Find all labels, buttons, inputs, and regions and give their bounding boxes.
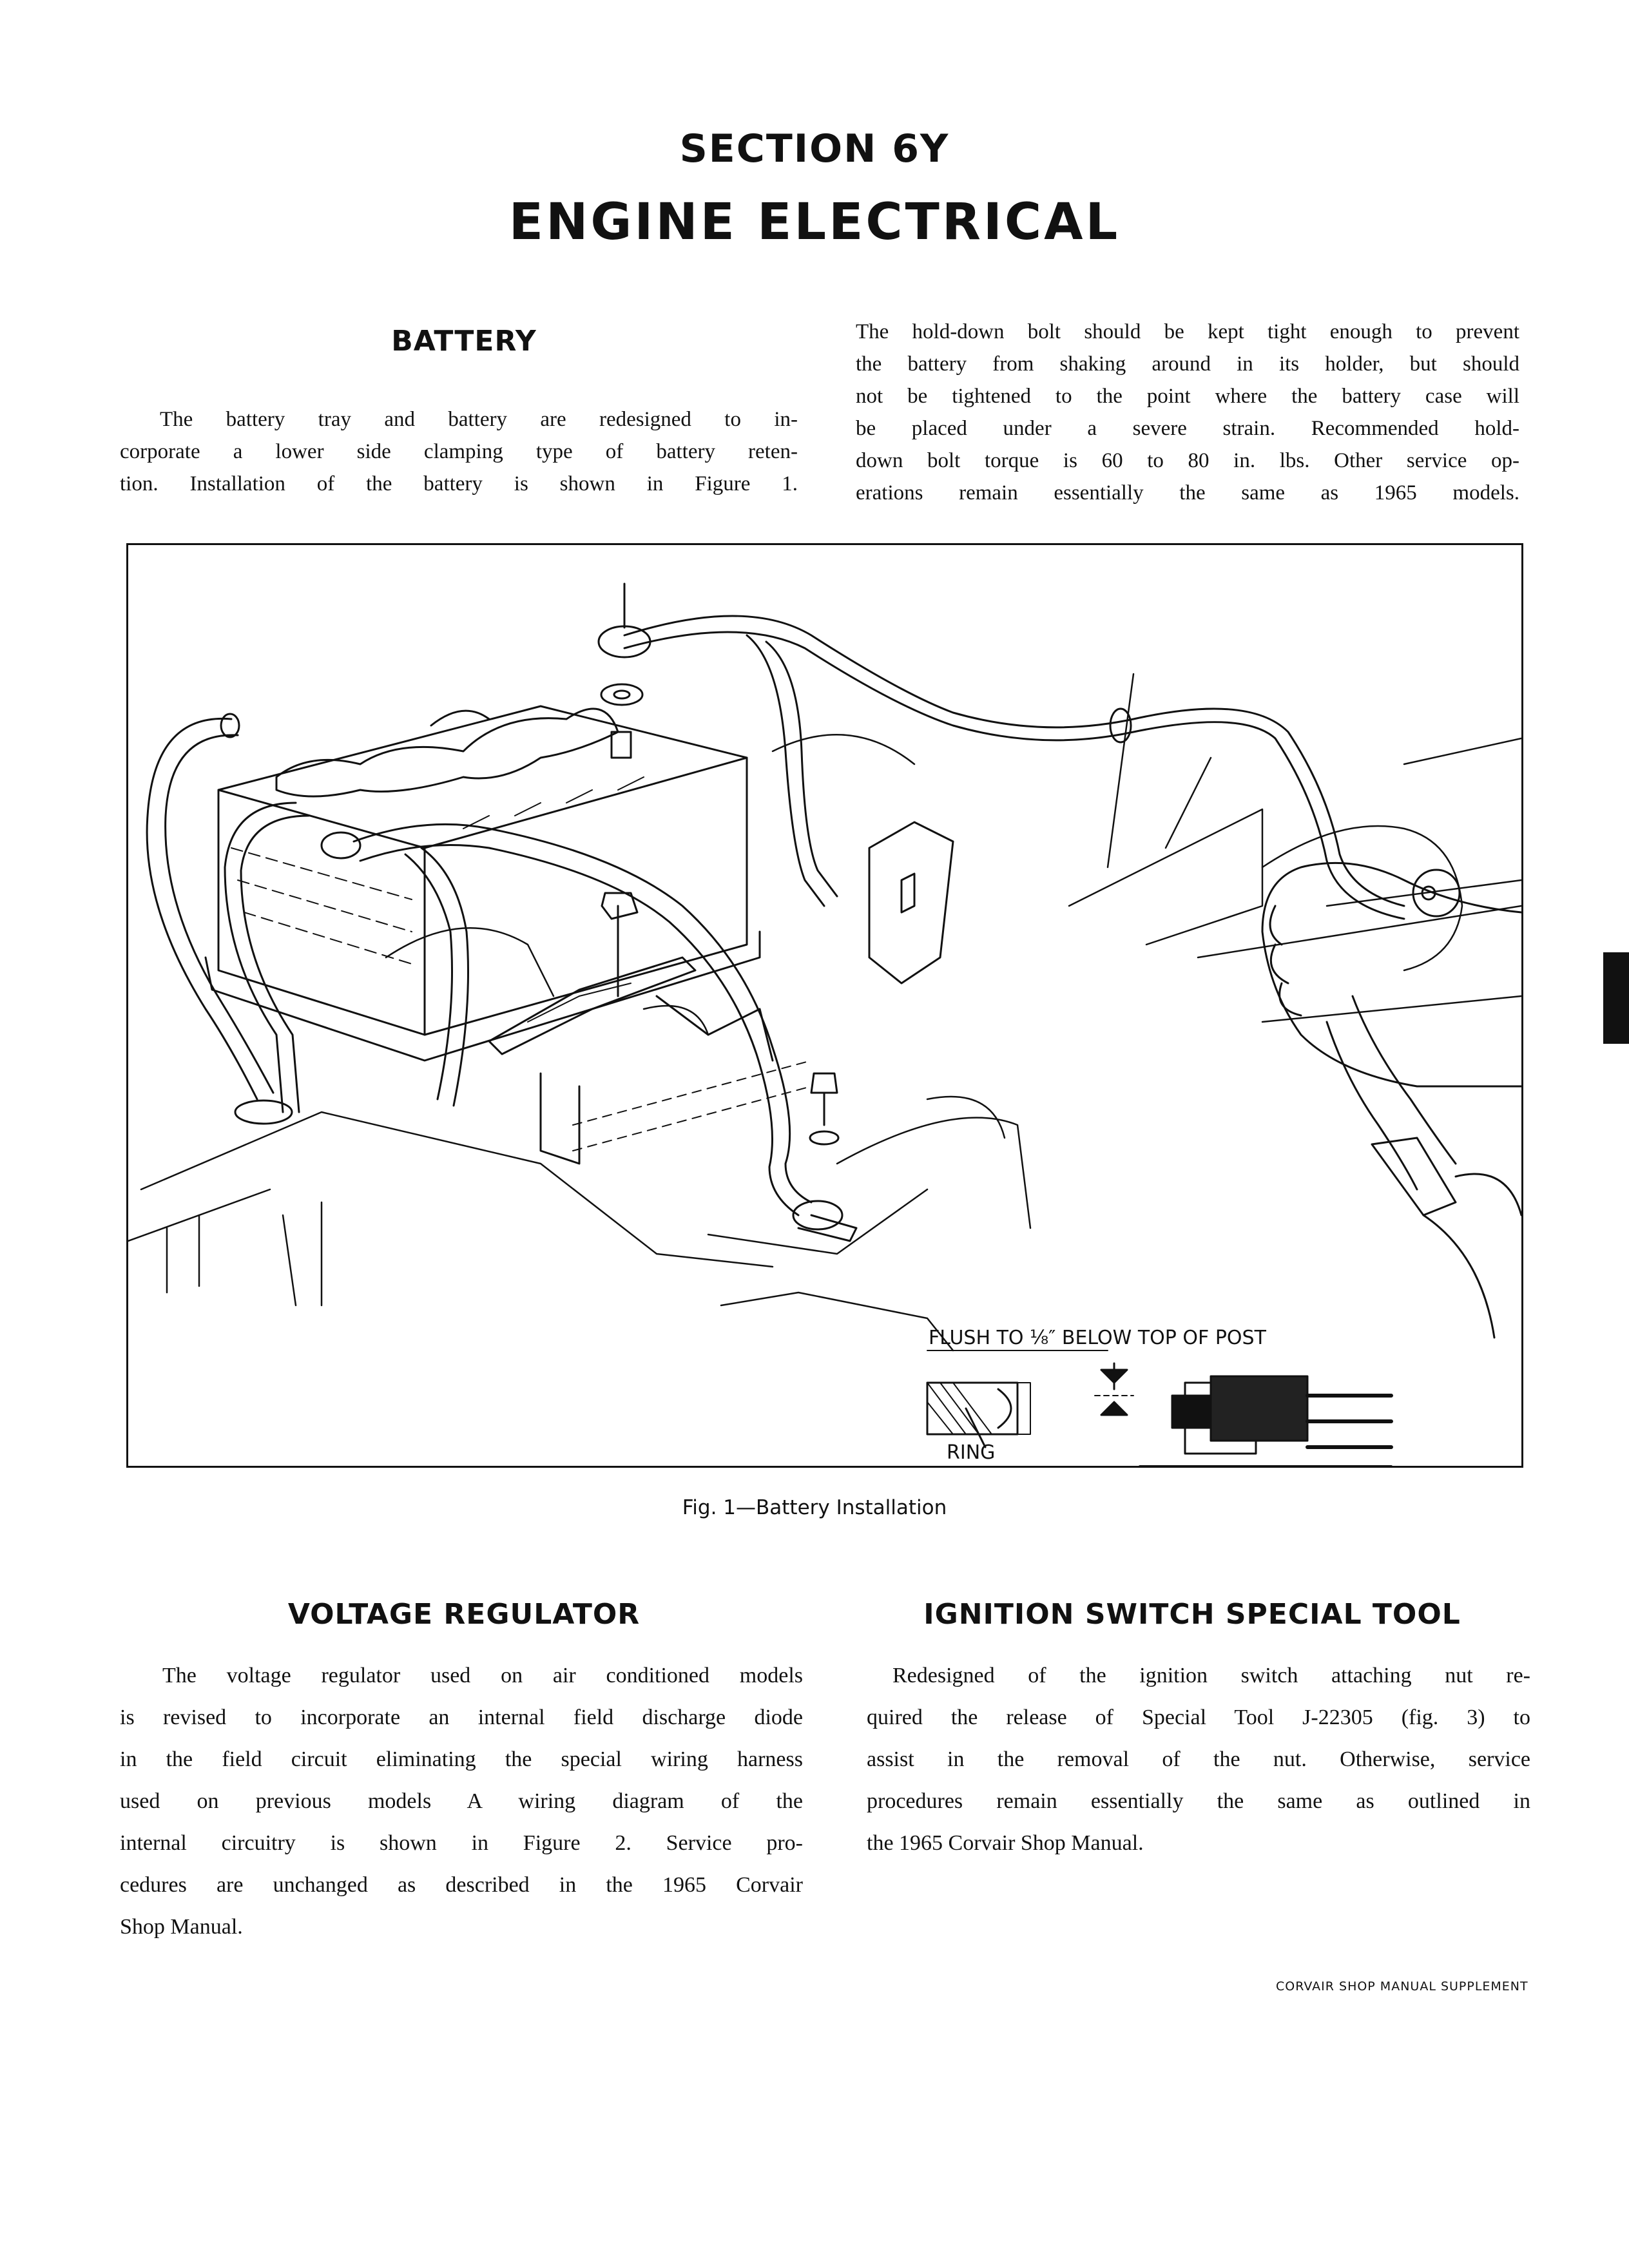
text-line: down bolt torque is 60 to 80 in. lbs. Other service op- <box>856 449 1519 472</box>
text-line: cedures are unchanged as described in the 1965 Corvair <box>120 1873 803 1897</box>
voltage-regulator-paragraph <box>120 1655 803 1948</box>
post-ring-detail <box>927 1350 1391 1466</box>
ignition-switch-paragraph <box>867 1655 1530 1864</box>
text-line: Shop Manual. <box>120 1915 243 1939</box>
hand-with-pliers-drawing <box>1262 863 1521 1338</box>
battery-cell-caps <box>276 709 618 796</box>
voltage-regulator-heading: VOLTAGE REGULATOR <box>287 1598 641 1631</box>
text-line: the 1965 Corvair Shop Manual. <box>867 1831 1144 1855</box>
text-line: corporate a lower side clamping type of battery reten- <box>120 440 798 463</box>
text-line: erations remain essentially the same as 1965 models. <box>856 481 1519 505</box>
text-line: tion. Installation of the battery is shown in Figure 1. <box>120 472 798 495</box>
battery-case <box>206 706 760 1061</box>
positive-battery-cable <box>599 584 1460 919</box>
text-line: is revised to incorporate an internal field discharge diode <box>120 1706 803 1729</box>
text-line: assist in the removal of the nut. Otherwise, service <box>867 1747 1530 1771</box>
page-footer: CORVAIR SHOP MANUAL SUPPLEMENT <box>1276 1979 1528 1994</box>
text-line: The hold-down bolt should be kept tight enough to prevent <box>856 320 1519 343</box>
battery-installation-figure <box>126 543 1523 1468</box>
hold-down-clamp <box>489 893 811 1164</box>
ring-label: RING <box>947 1441 996 1464</box>
page-title: ENGINE ELECTRICAL <box>508 193 1121 251</box>
text-line: The voltage regulator used on air conditioned models <box>162 1664 803 1687</box>
text-line: in the field circuit eliminating the special wiring harness <box>120 1747 803 1771</box>
text-line: The battery tray and battery are redesigned to in- <box>160 408 798 431</box>
figure-caption: Fig. 1—Battery Installation <box>682 1496 947 1519</box>
battery-heading: BATTERY <box>391 325 537 358</box>
text-line: used on previous models A wiring diagram of the <box>120 1789 803 1813</box>
text-line: Redesigned of the ignition switch attaching nut re- <box>892 1664 1530 1687</box>
battery-installation-illustration <box>128 545 1521 1466</box>
text-line: internal circuitry is shown in Figure 2. Service pro- <box>120 1831 803 1855</box>
text-line: not be tightened to the point where the battery case will <box>856 385 1519 408</box>
negative-battery-cable <box>322 824 856 1241</box>
section-edge-tab <box>1603 952 1629 1044</box>
ignition-switch-heading: IGNITION SWITCH SPECIAL TOOL <box>923 1598 1461 1631</box>
text-line: procedures remain essentially the same as outlined in <box>867 1789 1530 1813</box>
bracket-cable <box>747 635 953 983</box>
text-line: the battery from shaking around in its holder, but should <box>856 352 1519 376</box>
left-side-cables <box>147 714 309 1124</box>
hold-down-bolt-paragraph <box>856 316 1519 509</box>
flush-label: FLUSH TO ⅛″ BELOW TOP OF POST <box>929 1327 1266 1349</box>
text-line: be placed under a severe strain. Recommended hold- <box>856 417 1519 440</box>
section-number: SECTION 6Y <box>679 126 950 171</box>
battery-intro-paragraph <box>120 403 798 500</box>
text-line: quired the release of Special Tool J-22305 (fig. 3) to <box>867 1706 1530 1729</box>
